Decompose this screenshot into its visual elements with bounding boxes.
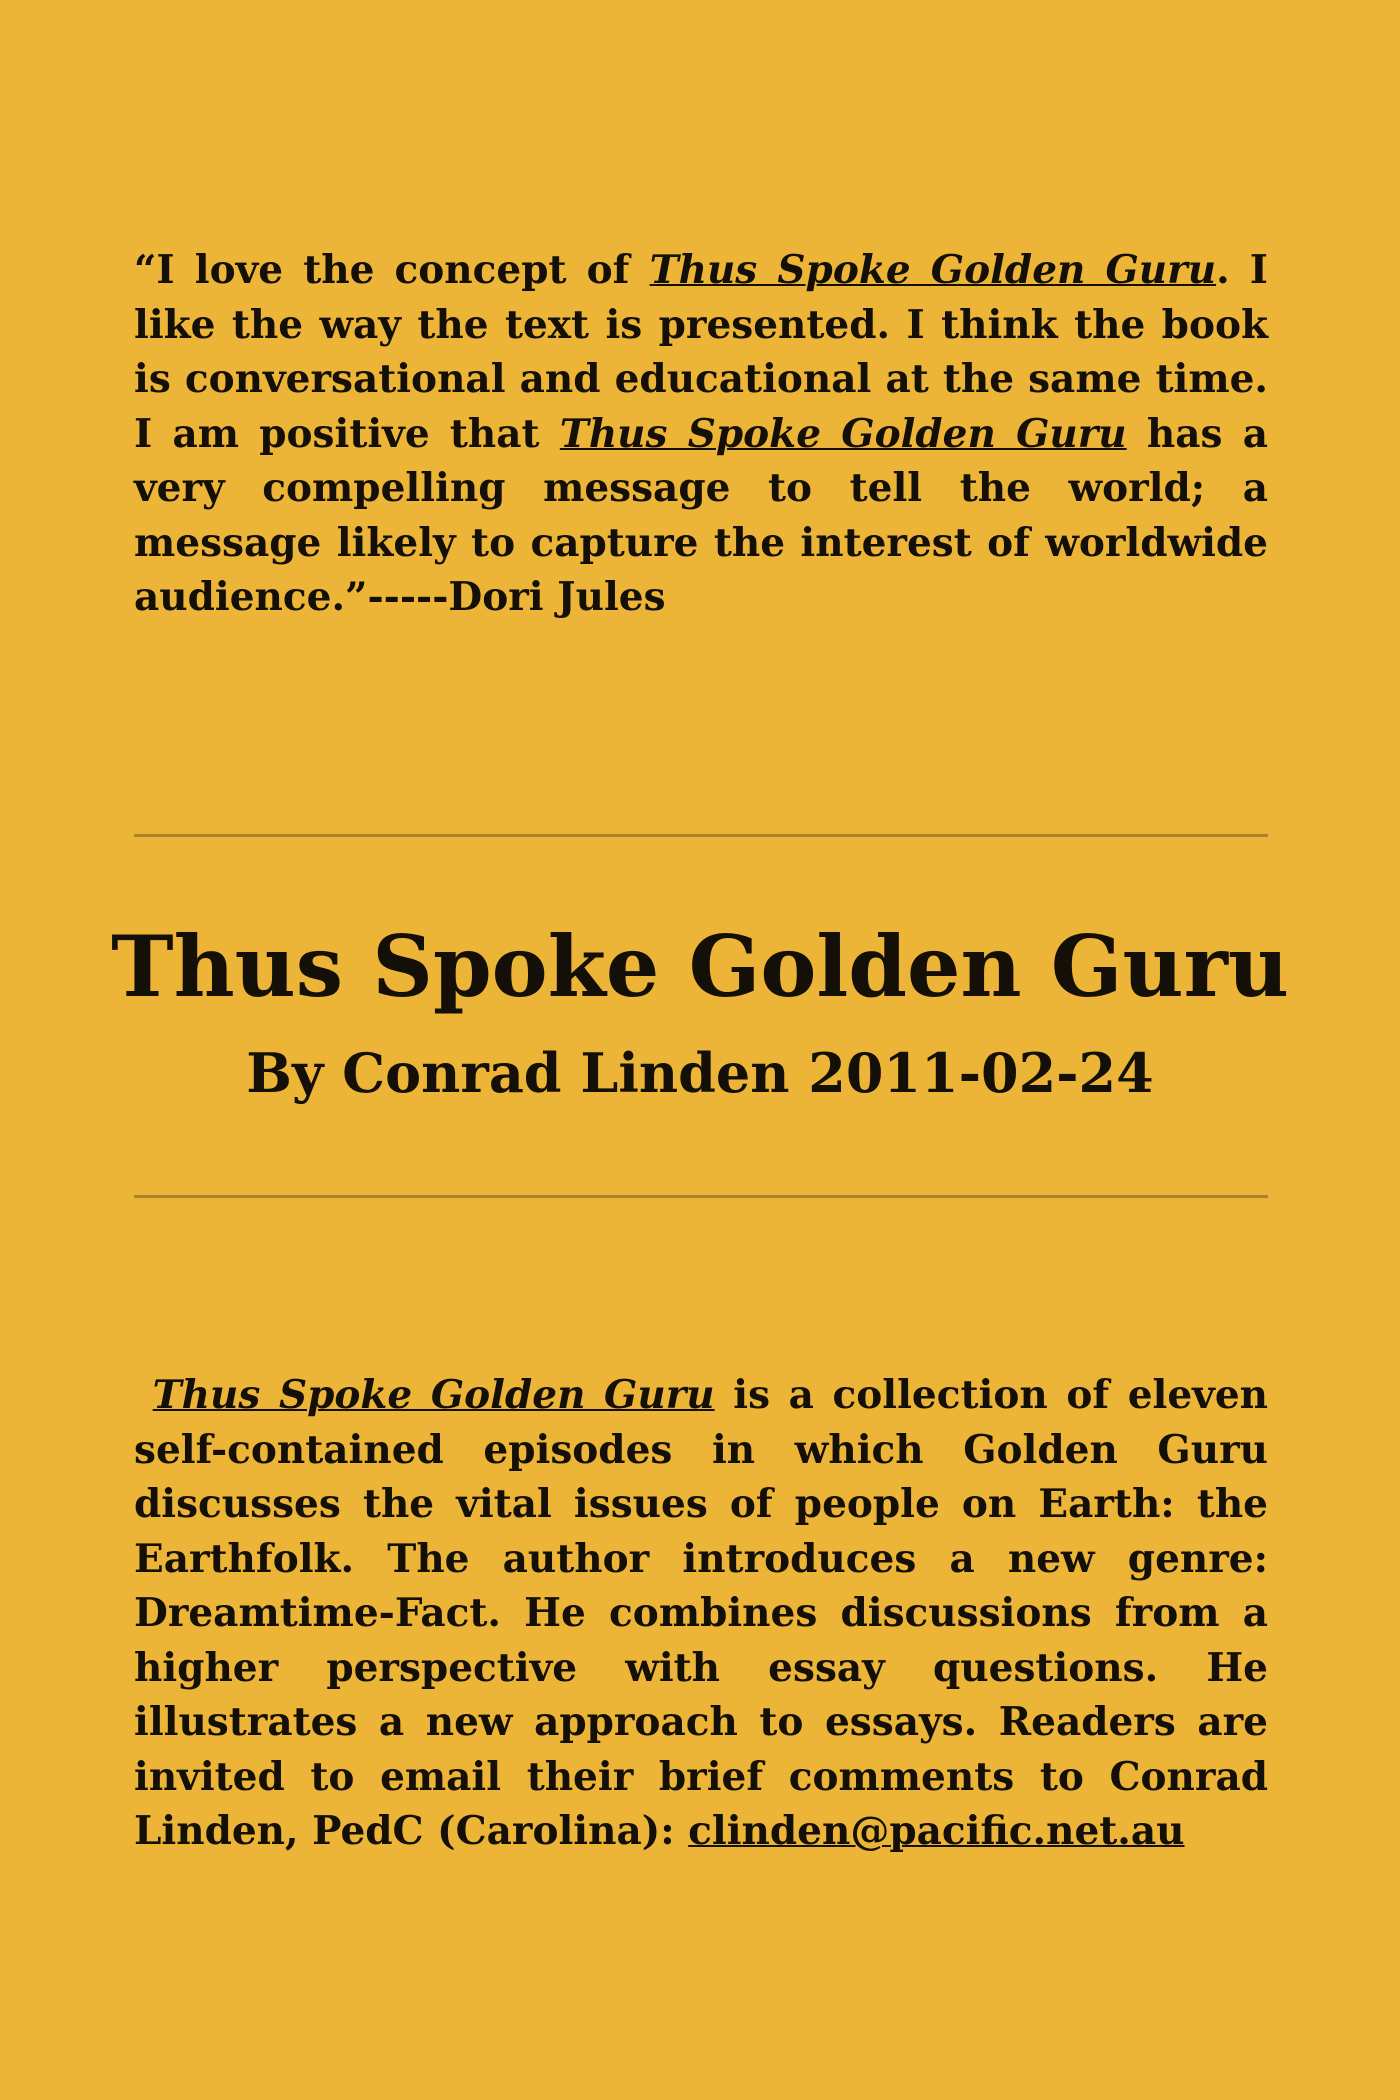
blurb-book-title: Thus Spoke Golden Guru — [152, 1372, 715, 1418]
review-quote — [134, 243, 1268, 625]
quote-end: has a very compelling message to tell the world; a message likely to capture the interest of worldwide audience.”-----Dori Jules — [134, 410, 1269, 620]
author-email-link[interactable]: clinden@pacific.net.au — [688, 1808, 1185, 1854]
book-title: Thus Spoke Golden Guru — [111, 917, 1289, 1016]
quote-open: “I love the concept of — [134, 247, 650, 293]
quote-book-title-2: Thus Spoke Golden Guru — [559, 410, 1127, 457]
divider-top — [134, 834, 1268, 837]
blurb-body: is a collection of eleven self-contained episodes in which Golden Guru discusses the vital issues of people on Earth: the Earthfolk. The author introduces a new genre: Dreamtime-Fact. He combines discussions from a higher perspective with essay questions. He illustrates a new approach to essays. Readers are invited to email their brief comments to Conrad Linden, PedC (Carolina): — [134, 1372, 1269, 1854]
quote-book-title-1: Thus Spoke Golden Guru — [649, 247, 1217, 293]
quote-middle: . I like the way the text is presented. I think the book is conversational and educational at the same time. I am positive that — [134, 247, 1269, 457]
divider-bottom — [134, 1195, 1268, 1198]
author-byline: By Conrad Linden 2011-02-24 — [246, 1041, 1154, 1105]
book-description — [134, 1368, 1268, 1859]
